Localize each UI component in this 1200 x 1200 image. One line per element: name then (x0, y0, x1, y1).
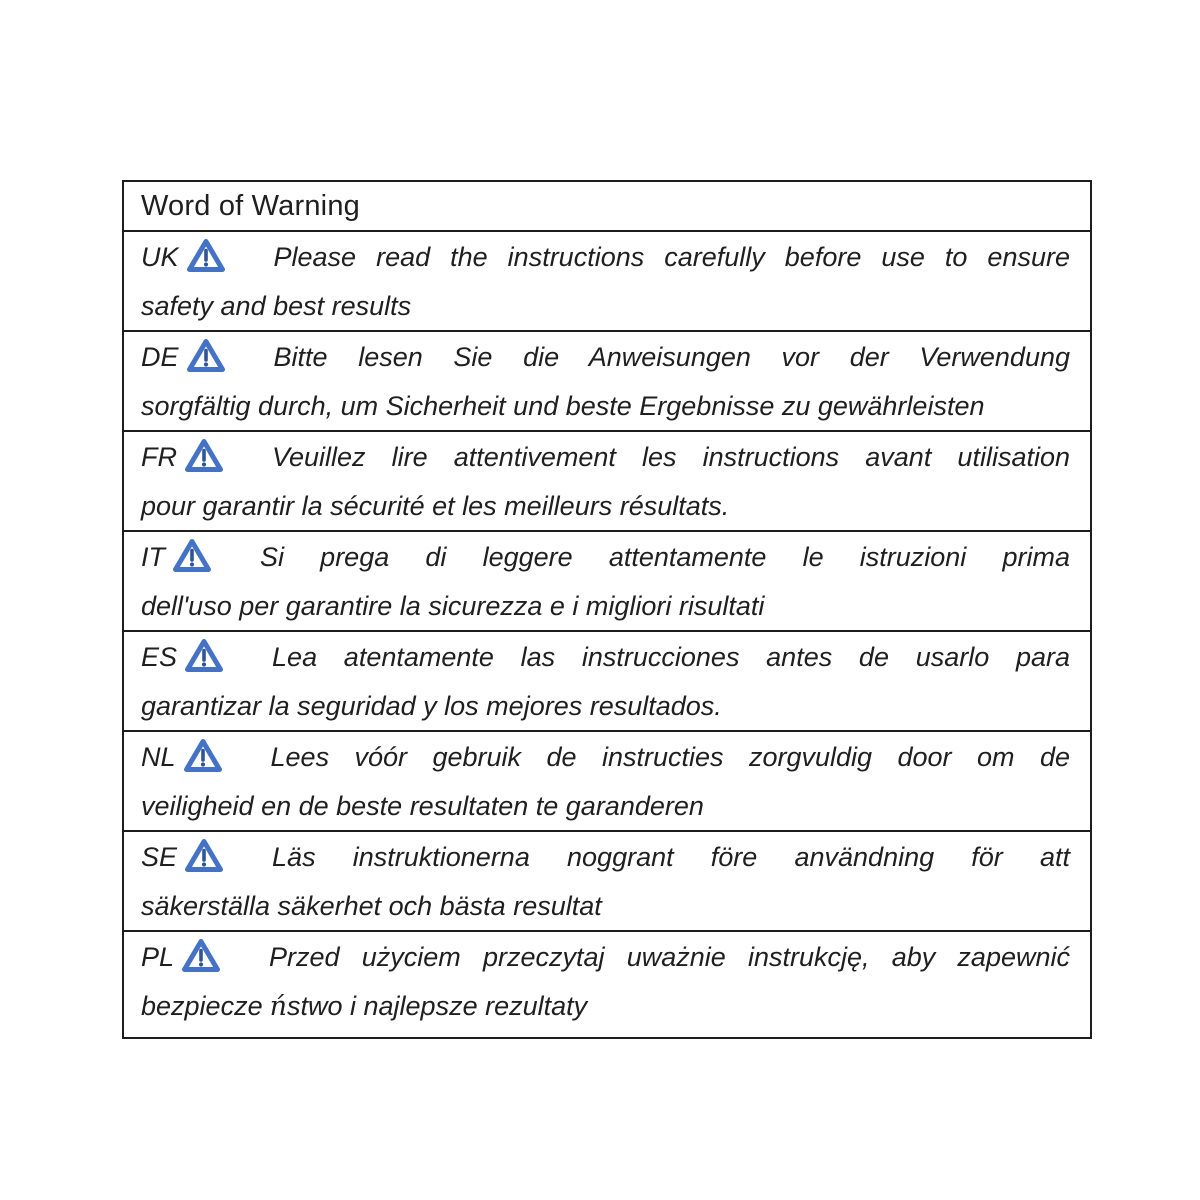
warning-text-line (141, 982, 1070, 1031)
tab-spacer (224, 465, 272, 466)
warning-text-line (141, 432, 1070, 482)
table-row-es (124, 632, 1090, 732)
tab-spacer (226, 365, 274, 366)
warning-text-line (141, 832, 1070, 882)
tab-spacer (223, 765, 271, 766)
tab-spacer (226, 265, 274, 266)
warning-triangle-icon (172, 538, 212, 573)
warning-text: Please read the instructions carefully before use to ensure (273, 242, 1070, 272)
warning-text-line (141, 632, 1070, 682)
substituted-glyph: ń (269, 991, 287, 1022)
table-row-pl (124, 932, 1090, 1037)
table-row-nl (124, 732, 1090, 832)
warning-text-line: garantizar la seguridad y los mejores resultados. (141, 691, 722, 721)
language-code: IT (141, 542, 165, 572)
warning-text: bezpiecze (141, 991, 263, 1021)
tab-spacer (224, 865, 272, 866)
warning-triangle-icon (181, 938, 221, 973)
warning-text: Si prega di leggere attentamente le istruzioni prima (260, 542, 1070, 572)
table-row-fr (124, 432, 1090, 532)
warning-text-line (141, 732, 1070, 782)
warning-text-line: safety and best results (141, 291, 412, 321)
warning-text-line (141, 332, 1070, 382)
warning-text-line: sorgfältig durch, um Sicherheit und beste Ergebnisse zu gewährleisten (141, 391, 985, 421)
table-row-se (124, 832, 1090, 932)
warning-triangle-icon (183, 738, 223, 773)
table-header: Word of Warning (124, 182, 1090, 232)
tab-spacer (212, 565, 260, 566)
language-code: ES (141, 642, 178, 672)
warning-triangle-icon (186, 338, 226, 373)
tab-spacer (224, 665, 272, 666)
warning-triangle-icon (184, 838, 224, 873)
warning-text: stwo i najlepsze rezultaty (286, 991, 588, 1021)
warning-text-line (141, 232, 1070, 282)
language-code: SE (141, 842, 178, 872)
tab-spacer (221, 965, 269, 966)
warning-text: Przed użyciem przeczytaj uważnie instrukcję, aby zapewnić (269, 942, 1070, 972)
table-row-it (124, 532, 1090, 632)
table-row-de (124, 332, 1090, 432)
warning-text: Läs instruktionerna noggrant före användning för att (272, 842, 1070, 872)
word-of-warning-table (122, 180, 1092, 1039)
language-code: UK (141, 242, 179, 272)
warning-triangle-icon (184, 638, 224, 673)
warning-text-line (141, 532, 1070, 582)
warning-text: Veuillez lire attentivement les instructions avant utilisation (272, 442, 1070, 472)
warning-text-line: pour garantir la sécurité et les meilleurs résultats. (141, 491, 730, 521)
warning-text-line: dell'uso per garantire la sicurezza e i migliori risultati (141, 591, 765, 621)
warning-text-line: säkerställa säkerhet och bästa resultat (141, 891, 602, 921)
language-code: PL (141, 942, 175, 972)
warning-text-line: veiligheid en de beste resultaten te garanderen (141, 791, 704, 821)
warning-text: Bitte lesen Sie die Anweisungen vor der Verwendung (273, 342, 1070, 372)
warning-text-line (141, 932, 1070, 982)
language-code: NL (141, 742, 176, 772)
warning-triangle-icon (186, 238, 226, 273)
table-row-uk (124, 232, 1090, 332)
warning-text: Lea atentamente las instrucciones antes de usarlo para (272, 642, 1070, 672)
warning-triangle-icon (184, 438, 224, 473)
language-code: FR (141, 442, 177, 472)
warning-text: Lees vóór gebruik de instructies zorgvuldig door om de (270, 742, 1070, 772)
language-code: DE (141, 342, 179, 372)
